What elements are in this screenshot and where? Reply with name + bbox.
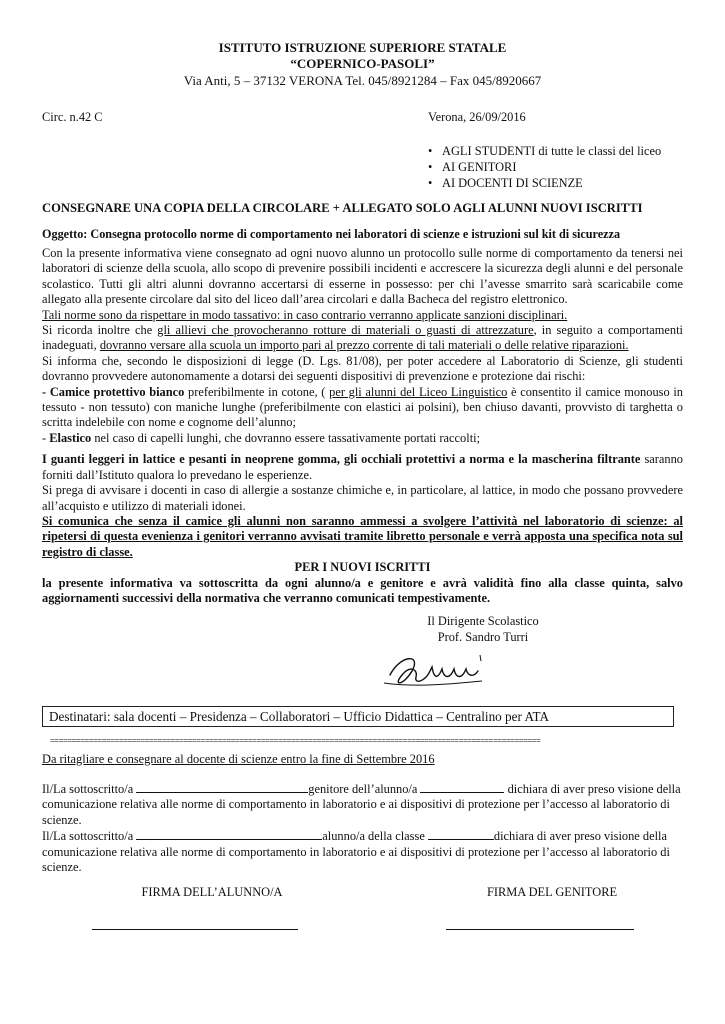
class-blank[interactable] xyxy=(428,828,494,840)
text-run: preferibilmente in cotone, ( xyxy=(184,384,330,399)
gloves-paragraph xyxy=(42,452,683,483)
principal-name: Prof. Sandro Turri xyxy=(437,629,529,644)
text-run: Elastico xyxy=(49,430,92,445)
circular-meta xyxy=(42,110,683,125)
school-type: ISTITUTO ISTRUZIONE SUPERIORE STATALE xyxy=(218,40,507,55)
text-run: dovranno versare alla scuola un importo pari al prezzo corrente di tali materiali o delle relative riparazioni. xyxy=(99,338,629,353)
text-run: per gli alunni del Liceo Linguistico xyxy=(329,384,508,399)
cut-instruction: Da ritagliare e consegnare al docente di scienze entro la fine di Settembre 2016 xyxy=(42,751,435,766)
text-run: - Camice protettivo bianco xyxy=(42,384,185,399)
damage-paragraph xyxy=(42,323,683,354)
allergy-paragraph: Si prega di avvisare i docenti in caso di allergie a sostanze chimiche e, in particolare, al lattice, in modo che possano provvedere all’acquisto e utilizzo di materiali idonei. xyxy=(42,483,683,513)
recipient-item: • AI GENITORI xyxy=(428,159,683,175)
parent-signature-line[interactable] xyxy=(446,929,634,930)
student-signature-line[interactable] xyxy=(92,929,298,930)
subject-line: Oggetto: Consegna protocollo norme di comportamento nei laboratori di scienze e istruzioni sul kit di sicurezza xyxy=(42,227,621,241)
rules-mandatory-paragraph: Tali norme sono da rispettare in modo tassativo: in caso contrario verranno applicate sanzioni disciplinari. xyxy=(42,307,568,322)
parent-declaration xyxy=(42,781,683,828)
text-run: saranno forniti dall’Istituto qualora lo prevedano le esperienze. xyxy=(42,452,683,482)
text-run: - xyxy=(42,430,50,445)
text-run: nel caso di capelli lunghi, che dovranno essere tassativamente portati raccolti; xyxy=(91,430,481,445)
text-run: I guanti leggeri in lattice e pesanti in neoprene gomma, gli occhiali protettivi a norma e la mascherina filtrante xyxy=(42,452,641,467)
text-run: dichiara di aver preso visione della comunicazione relativa alle norme di comportamento in laboratorio e ai dispositivi di protezione per l’accesso al laboratorio di scienze. xyxy=(42,829,670,874)
recipient-item: • AI DOCENTI DI SCIENZE xyxy=(428,175,683,191)
lab-coat-warning: Si comunica che senza il camice gli alunni non saranno ammessi a svolgere l’attività nel laboratorio di scienze: al ripetersi di questa evenienza i genitori verranno avvisati tramite libretto personale e verrà apposta una specifica nota sul registro di classe. xyxy=(42,513,683,559)
validity-paragraph: la presente informativa va sottoscritta da ogni alunno/a e genitore e avrà validità fino alla classe quinta, salvo aggiornamenti successivi della normativa che verranno comunicati tempestivamente. xyxy=(42,575,683,605)
place-date: Verona, 26/09/2016 xyxy=(428,110,526,124)
circular-number: Circ. n.42 C xyxy=(42,110,103,124)
handwritten-signature xyxy=(382,645,502,693)
text-run: è consentito il camice monouso in tessuto - non tessuto) con maniche lunghe (preferibilmente con elastici ai polsini), ben chiuso davanti, provvisto di targhetta o scritta indelebile con nome e cognome dell’alunno; xyxy=(42,384,684,430)
student-signature-label: FIRMA DELL’ALUNNO/A xyxy=(141,885,283,900)
distribution-box: Destinatari: sala docenti – Presidenza – Collaboratori – Ufficio Didattica – Centralino per ATA xyxy=(42,706,674,727)
lab-coat-item xyxy=(42,385,683,431)
new-students-heading: PER I NUOVI ISCRITTI xyxy=(294,560,431,575)
parent-name-blank[interactable] xyxy=(136,781,308,793)
recipient-item: • AGLI STUDENTI di tutte le classi del liceo xyxy=(428,143,683,159)
circular-body xyxy=(42,246,683,606)
principal-role: Il Dirigente Scolastico xyxy=(427,614,539,629)
signature-lines xyxy=(42,929,683,930)
principal-signature-block xyxy=(408,614,558,645)
text-run: dichiara di aver preso visione della comunicazione relativa alle norme di comportamento in laboratorio e ai dispositivi di protezione per l’accesso al laboratorio di scienze. xyxy=(42,781,681,827)
text-run: genitore dell’alunno/a xyxy=(308,781,421,796)
text-run: Si ricorda inoltre che xyxy=(42,323,158,338)
text-run: alunno/a della classe xyxy=(322,829,428,844)
student-declaration xyxy=(42,828,683,875)
letterhead xyxy=(42,40,683,89)
text-run: Il/La sottoscritto/a xyxy=(42,829,137,844)
hair-tie-item xyxy=(42,431,683,446)
cut-separator: ================================================================================================================== xyxy=(50,736,541,746)
student-name-blank[interactable] xyxy=(136,828,322,840)
school-address: Via Anti, 5 – 37132 VERONA Tel. 045/8921284 – Fax 045/8920667 xyxy=(183,73,542,88)
school-name: “COPERNICO-PASOLI” xyxy=(290,56,435,71)
text-run: Il/La sottoscritto/a xyxy=(42,781,137,796)
text-run: gli allievi che provocheranno rotture di materiali o guasti di attrezzature xyxy=(157,323,534,338)
distribution-notice: CONSEGNARE UNA COPIA DELLA CIRCOLARE + ALLEGATO SOLO AGLI ALUNNI NUOVI ISCRITTI xyxy=(42,201,643,216)
signature-labels xyxy=(42,885,683,900)
intro-paragraph: Con la presente informativa viene consegnato ad ogni nuovo alunno un protocollo sulle norme di comportamento da tenersi nei laboratori di scienze della scuola, allo scopo di prevenire possibili incidenti e accrescere la sicurezza degli alunni e del personale scolastico. Tutti gli altri alunni dovranno accertarsi di esserne in possesso: per chi l’avesse smarrito sarà scaricabile come allegato alla presente circolare dal sito del liceo dall’area circolari e dalla Bacheca del registro elettronico. xyxy=(42,246,683,307)
acknowledgement-form xyxy=(42,781,683,875)
recipients-list xyxy=(42,143,683,191)
text-run: , in seguito a comportamenti inadeguati, xyxy=(42,323,683,353)
parent-signature-label: FIRMA DEL GENITORE xyxy=(486,885,618,900)
law-paragraph: Si informa che, secondo le disposizioni di legge (D. Lgs. 81/08), per poter accedere al Laboratorio di Scienze, gli studenti dovranno provvedere autonomamente a dotarsi dei seguenti dispositivi di prevenzione e protezione dai rischi: xyxy=(42,353,683,384)
student-name-blank[interactable] xyxy=(420,781,504,793)
